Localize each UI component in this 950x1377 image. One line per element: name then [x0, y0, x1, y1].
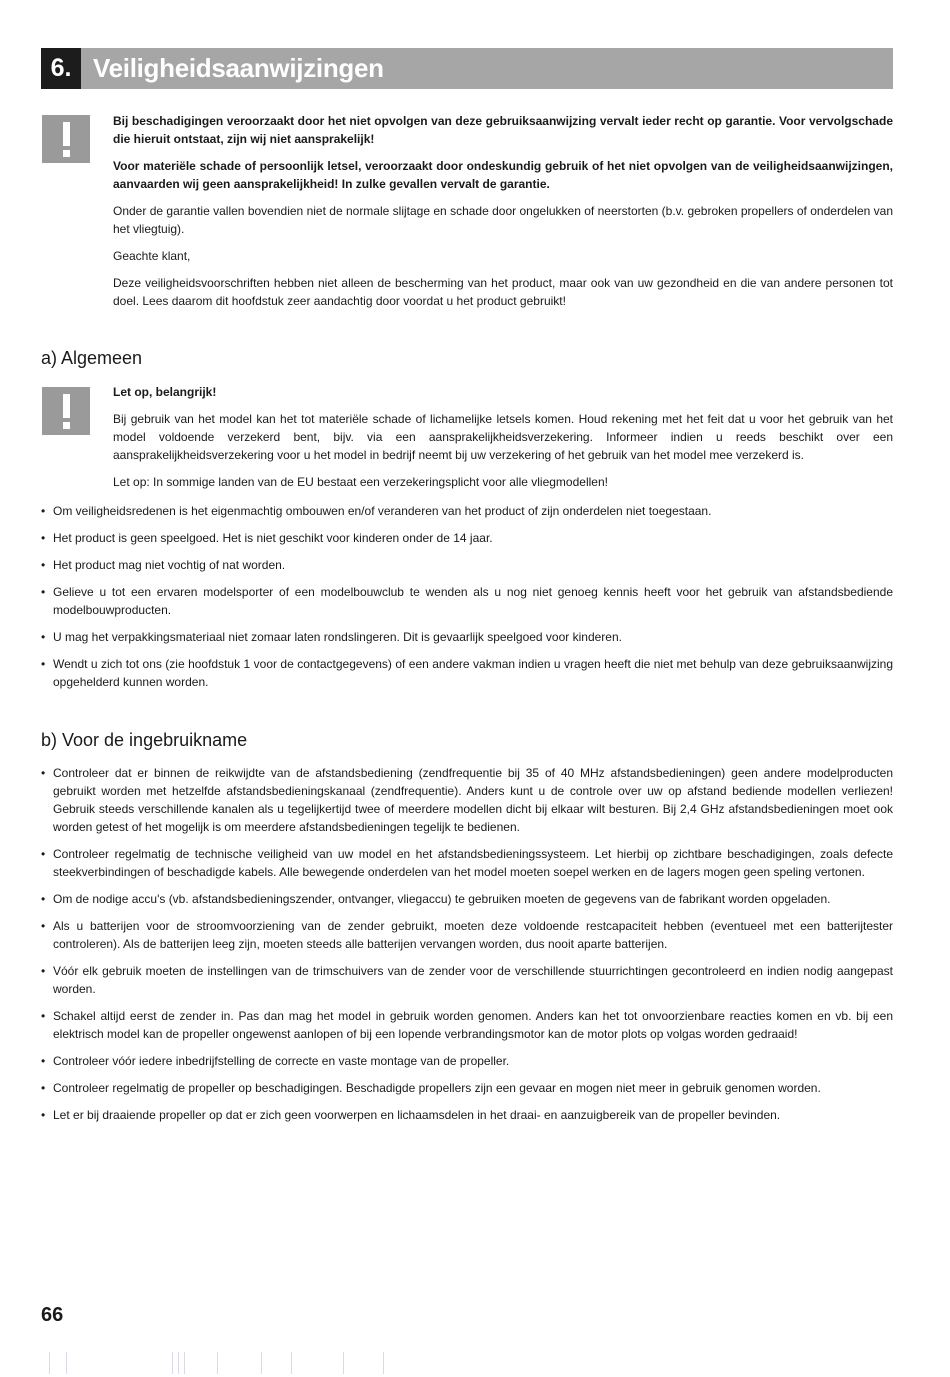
- list-item: [41, 583, 893, 619]
- general-bullet-list: [41, 502, 893, 700]
- list-item: [41, 1052, 893, 1070]
- footer-marks: [41, 1352, 441, 1374]
- chapter-number: 6.: [41, 48, 81, 89]
- bullet-marker: •: [41, 766, 46, 780]
- list-item-text: Als u batterijen voor de stroomvoorziening van de zender gebruikt, moeten deze voldoende restcapaciteit hebben (eventueel met een batterijtester controleren). Als de batterijen leeg zijn, moeten steeds alle batterijen vervangen worden, dus nooit aparte batterijen.: [53, 919, 893, 951]
- list-item: [41, 655, 893, 691]
- exclamation-icon: [42, 387, 90, 435]
- page-number: 66: [41, 1304, 64, 1326]
- list-item: [41, 962, 893, 998]
- bullet-marker: •: [41, 892, 46, 906]
- bullet-marker: •: [41, 847, 46, 861]
- list-item: [41, 890, 893, 908]
- list-item: [41, 917, 893, 953]
- list-item-text: Gelieve u tot een ervaren modelsporter of een modelbouwclub te wenden als u nog niet genoeg kennis heeft voor het gebruik van afstandsbediende modelbouwproducten.: [53, 585, 893, 617]
- bullet-marker: •: [41, 558, 46, 572]
- bullet-marker: •: [41, 504, 46, 518]
- bullet-marker: •: [41, 1054, 46, 1068]
- intro-paragraph: Deze veiligheidsvoorschriften hebben niet alleen de bescherming van het product, maar ook van uw gezondheid en die van andere personen tot doel. Lees daarom dit hoofdstuk zeer aandachtig door voordat u het product gebruikt!: [113, 276, 893, 308]
- list-item-text: Het product mag niet vochtig of nat worden.: [53, 558, 286, 572]
- list-item: [41, 556, 893, 574]
- list-item-text: Om veiligheidsredenen is het eigenmachtig ombouwen en/of veranderen van het product of zijn onderdelen niet toegestaan.: [53, 504, 712, 518]
- list-item: [41, 502, 893, 520]
- section-heading-general: a) Algemeen: [41, 348, 143, 368]
- bullet-marker: •: [41, 964, 46, 978]
- chapter-title: Veiligheidsaanwijzingen: [93, 53, 384, 83]
- bullet-marker: •: [41, 1108, 46, 1122]
- list-item-text: Het product is geen speelgoed. Het is niet geschikt voor kinderen onder de 14 jaar.: [53, 531, 493, 545]
- notice-paragraph: Bij gebruik van het model kan het tot materiële schade of lichamelijke letsels komen. Houd rekening met het feit dat u voor het gebruik van het model voldoende verzekerd bent, bijv. via een aansprakelijkheidsverzekering. Informeer indien u reeds beschikt over een aansprakelijkheidsverzekering voor u het model in bedrijf neemt bij uw verzekering of het gebruik van het model mee verzekerd is.: [113, 412, 893, 462]
- bullet-marker: •: [41, 1009, 46, 1023]
- chapter-header: [41, 48, 893, 89]
- bullet-marker: •: [41, 630, 46, 644]
- intro-paragraph: Bij beschadigingen veroorzaakt door het niet opvolgen van deze gebruiksaanwijzing vervalt ieder recht op garantie. Voor vervolgschade die hieruit ontstaat, zijn wij niet aansprakelijk!: [113, 114, 893, 146]
- intro-block: [113, 112, 893, 319]
- list-item: [41, 529, 893, 547]
- list-item-text: Om de nodige accu's (vb. afstandsbedieningszender, ontvanger, vliegaccu) te gebruiken moeten de gegevens van de fabrikant worden opgeladen.: [53, 892, 831, 906]
- list-item-text: Controleer vóór iedere inbedrijfstelling de correcte en vaste montage van de propeller.: [53, 1054, 510, 1068]
- bullet-marker: •: [41, 657, 46, 671]
- list-item-text: Schakel altijd eerst de zender in. Pas dan mag het model in gebruik worden genomen. Anders kan het tot onvoorzienbare reacties komen en vb. bij een elektrisch model kan de propeller ongewenst aanlopen of bij een lopende verbrandingsmotor kan de motor plots op volgas worden gedraaid!: [53, 1009, 893, 1041]
- intro-paragraph: Voor materiële schade of persoonlijk letsel, veroorzaakt door ondeskundig gebruik of het niet opvolgen van de veiligheidsaanwijzingen, aanvaarden wij geen aansprakelijkheid! In zulke gevallen vervalt de garantie.: [113, 159, 893, 191]
- list-item-text: Let er bij draaiende propeller op dat er zich geen voorwerpen en lichaamsdelen in het draai- en aanzuigbereik van de propeller bevinden.: [53, 1108, 781, 1122]
- list-item: [41, 764, 893, 836]
- list-item-text: Vóór elk gebruik moeten de instellingen van de trimschuivers van de zender voor de verschillende stuurrichtingen gecontroleerd en indien nodig aangepast worden.: [53, 964, 893, 996]
- list-item: [41, 845, 893, 881]
- list-item: [41, 628, 893, 646]
- list-item: [41, 1007, 893, 1043]
- list-item-text: Wendt u zich tot ons (zie hoofdstuk 1 voor de contactgegevens) of een andere vakman indien u vragen heeft die niet met behulp van deze gebruiksaanwijzing opgehelderd kunnen worden.: [53, 657, 893, 689]
- list-item-text: Controleer regelmatig de technische veiligheid van uw model en het afstandsbedieningssysteem. Let hierbij op zichtbare beschadigingen, zoals defecte steekverbindingen of beschadigde kabels. Alle bewegende onderdelen van het model moeten soepel werken en de lagers mogen geen speling vertonen.: [53, 847, 893, 879]
- notice-title: Let op, belangrijk!: [113, 385, 217, 399]
- section-heading-before-use: b) Voor de ingebruikname: [41, 730, 248, 750]
- before-use-bullet-list: [41, 764, 893, 1133]
- list-item-text: Controleer dat er binnen de reikwijdte van de afstandsbediening (zendfrequentie bij 35 of 40 MHz afstandsbedieningen) geen andere modelproducten gebruikt worden met hetzelfde afstandsbedieningskanaal (zendfrequentie). Anders kunt u de controle over uw op afstand bediende modellen verliezen! Gebruik steeds verschillende kanalen als u tegelijkertijd twee of meerdere modellen dicht bij elkaar wilt besturen. Bij 2,4 GHz afstandsbedieningen moet ook worden getest of het mogelijk is om meerdere afstandsbedieningen tegelijk te bedienen.: [53, 766, 893, 834]
- bullet-marker: •: [41, 585, 46, 599]
- list-item: [41, 1106, 893, 1124]
- intro-paragraph: Geachte klant,: [113, 249, 191, 263]
- intro-paragraph: Onder de garantie vallen bovendien niet de normale slijtage en schade door ongelukken of neerstorten (b.v. gebroken propellers of onderdelen van het vliegtuig).: [113, 204, 893, 236]
- exclamation-icon: [42, 115, 90, 163]
- list-item-text: Controleer regelmatig de propeller op beschadigingen. Beschadigde propellers zijn een gevaar en mogen niet meer in gebruik genomen worden.: [53, 1081, 821, 1095]
- bullet-marker: •: [41, 1081, 46, 1095]
- notice-paragraph: Let op: In sommige landen van de EU bestaat een verzekeringsplicht voor alle vliegmodellen!: [113, 475, 608, 489]
- list-item: [41, 1079, 893, 1097]
- list-item-text: U mag het verpakkingsmateriaal niet zomaar laten rondslingeren. Dit is gevaarlijk speelgoed voor kinderen.: [53, 630, 622, 644]
- notice-block: [113, 383, 893, 500]
- bullet-marker: •: [41, 531, 46, 545]
- bullet-marker: •: [41, 919, 46, 933]
